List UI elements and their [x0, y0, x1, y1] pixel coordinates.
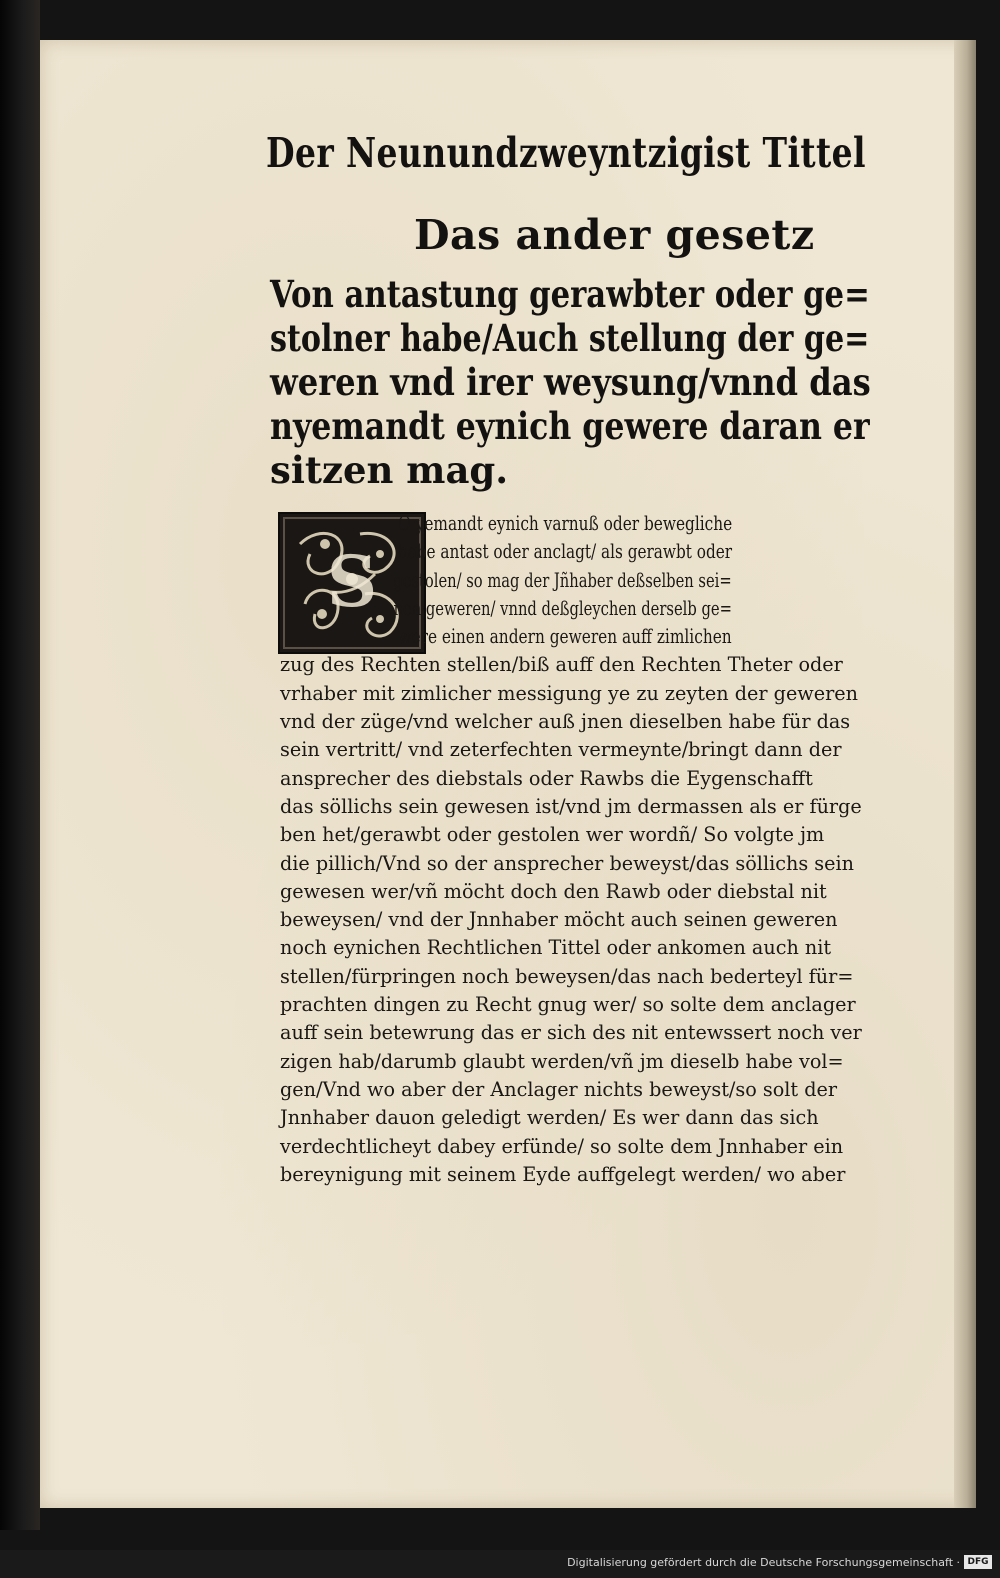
- body-line: vnd der züge/vnd welcher auß jnen dieselben habe für das: [280, 710, 851, 734]
- body-line: nen geweren/ vnnd deßgleychen derselb ge=: [393, 596, 732, 620]
- body-line: habe antast oder anclagt/ als gerawbt oder: [397, 540, 733, 564]
- body-line: verdechtlicheyt dabey erfünde/ so solte dem Jnnhaber ein: [280, 1134, 844, 1158]
- chapter-title: Der Neunundzweyntzigist Tittel: [266, 129, 866, 177]
- body-line: auff sein betewrung das er sich des nit entewssert noch ver: [280, 1021, 862, 1045]
- dfg-logo: DFG: [964, 1555, 992, 1569]
- heading-line: weren vnd irer weysung/vnnd das: [270, 360, 871, 404]
- heading-line: nyemandt eynich gewere daran er: [270, 404, 870, 448]
- body-line: zigen hab/darumb glaubt werden/vñ jm dieselb habe vol=: [280, 1049, 844, 1073]
- body-line: beweysen/ vnd der Jnnhaber möcht auch seinen geweren: [280, 908, 838, 932]
- body-line: die pillich/Vnd so der ansprecher beweyst/das söllichs sein: [280, 851, 854, 875]
- body-line: gen/Vnd wo aber der Anclager nichts beweyst/so solt der: [280, 1077, 838, 1101]
- body-line: prachten dingen zu Recht gnug wer/ so solte dem anclager: [280, 993, 856, 1017]
- section-heading: [270, 272, 870, 492]
- body-line: vrhaber mit zimlicher messigung ye zu zeyten der geweren: [280, 681, 858, 705]
- body-line: bereynigung mit seinem Eyde auffgelegt werden/ wo aber: [280, 1162, 846, 1186]
- body-line: ben het/gerawbt oder gestolen wer wordñ/ So volgte jm: [280, 823, 825, 847]
- body-line: were einen andern geweren auff zimlichen: [398, 625, 732, 649]
- law-title: Das ander gesetz: [414, 211, 815, 259]
- body-line: sein vertritt/ vnd zeterfechten vermeynte/bringt dann der: [280, 738, 842, 762]
- funding-credit: Digitalisierung gefördert durch die Deutsche Forschungsgemeinschaft ·: [567, 1556, 960, 1569]
- body-line: das söllichs sein gewesen ist/vnd jm dermassen als er fürge: [280, 794, 862, 818]
- svg-text:S: S: [326, 540, 378, 623]
- body-line: noch eynichen Rechtlichen Tittel oder ankomen auch nit: [280, 936, 832, 960]
- body-line: gewesen wer/vñ möcht doch den Rawb oder diebstal nit: [280, 879, 827, 903]
- page-edge: [954, 40, 976, 1508]
- body-line: zug des Rechten stellen/biß auff den Rechten Theter oder: [280, 653, 843, 677]
- body-line: Jnnhaber dauon geledigt werden/ Es wer dann das sich: [280, 1106, 819, 1130]
- body-line: O yemandt eynich varnuß oder bewegliche: [398, 512, 733, 535]
- body-line: ansprecher des diebstals oder Rawbs die Eygenschafft: [280, 766, 813, 790]
- heading-line: sitzen mag.: [270, 448, 509, 492]
- body-text: [280, 510, 880, 1189]
- body-line: stellen/fürpringen noch beweysen/das nach bederteyl für=: [280, 964, 854, 988]
- body-line: gestolen/ so mag der Jñhaber deßselben sei=: [393, 568, 732, 592]
- scan-edge-left: [0, 0, 40, 1530]
- heading-line: stolner habe/Auch stellung der ge=: [270, 316, 870, 360]
- heading-line: Von antastung gerawbter oder ge=: [270, 272, 870, 316]
- title-block: [266, 126, 866, 262]
